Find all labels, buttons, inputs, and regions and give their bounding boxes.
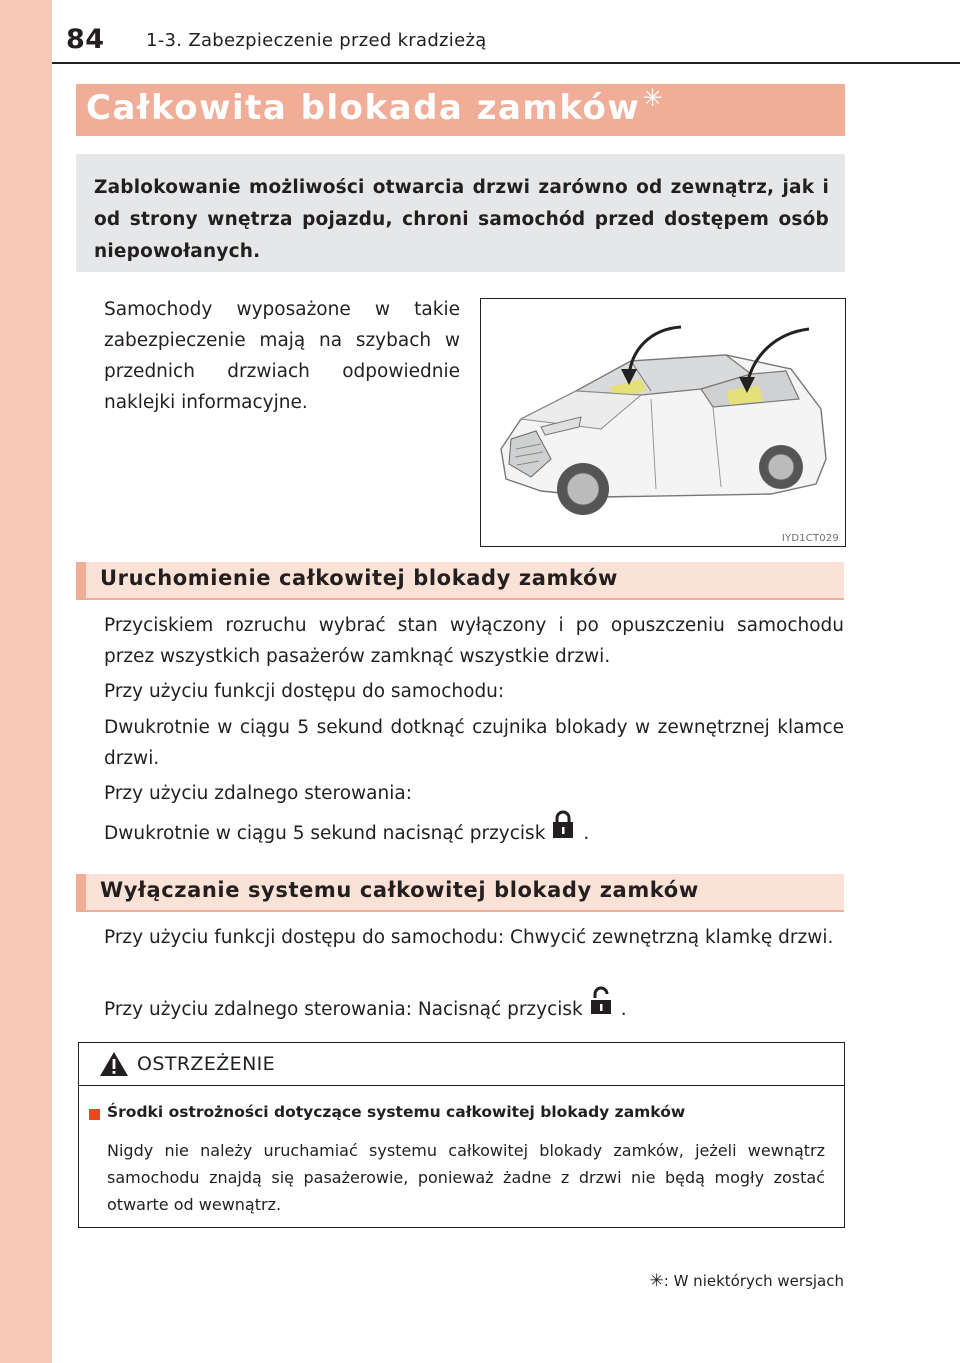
warning-box — [78, 1042, 845, 1228]
car-illustration — [480, 298, 846, 547]
deactivate-paragraph-2 — [104, 990, 844, 1030]
deactivate-heading: Wyłączanie systemu całkowitej blokady zamków — [100, 878, 699, 902]
activate-paragraph-3: Dwukrotnie w ciągu 5 sekund dotknąć czujnika blokady w zewnętrznej klamce drzwi. — [104, 717, 844, 769]
warning-triangle-icon — [99, 1051, 129, 1081]
footnote-text: : W niektórych wersjach — [663, 1272, 844, 1290]
warning-header — [79, 1043, 844, 1086]
page-title — [86, 84, 664, 128]
deactivate-paragraph-1: Przy użyciu funkcji dostępu do samochodu: Chwycić zewnętrzną klamkę drzwi. — [104, 927, 834, 948]
figure-code: IYD1CT029 — [781, 533, 839, 544]
activate-heading-bar — [76, 562, 844, 600]
activate-paragraph-5-text: Dwukrotnie w ciągu 5 sekund nacisnąć przycisk — [104, 823, 546, 844]
deactivate-paragraph-2-end: . — [620, 999, 627, 1020]
warning-body: Nigdy nie należy uruchamiać systemu całkowitej blokady zamków, jeżeli wewnątrz samochodu znajdą się pasażerowie, ponieważ żadne z drzwi nie będą mogły zostać otwarte od wewnątrz. — [107, 1141, 825, 1214]
footnote — [650, 1271, 844, 1291]
header-divider — [52, 62, 960, 64]
lock-icon — [551, 810, 575, 850]
side-tab-strip — [0, 0, 52, 1363]
activate-paragraph-5 — [104, 814, 844, 854]
activate-paragraph-4: Przy użyciu zdalnego sterowania: — [104, 783, 412, 804]
warning-subtitle: Środki ostrożności dotyczące systemu całkowitej blokady zamków — [107, 1103, 686, 1121]
activate-paragraph-1: Przyciskiem rozruchu wybrać stan wyłączony i po opuszczeniu samochodu przez wszystkich pasażerów zamknąć wszystkie drzwi. — [104, 615, 844, 667]
page-title-text: Całkowita blokada zamków — [86, 88, 641, 128]
warning-title: OSTRZEŻENIE — [137, 1053, 276, 1075]
stickers-paragraph: Samochody wyposażone w takie zabezpieczenie mają na szybach w przednich drzwiach odpowiednie naklejki informacyjne. — [104, 299, 460, 413]
activate-paragraph-2: Przy użyciu funkcji dostępu do samochodu: — [104, 681, 505, 702]
warning-bullet-square — [89, 1109, 100, 1120]
page-title-bar — [76, 84, 845, 136]
car-sticker-illustration — [481, 299, 845, 546]
deactivate-heading-bar — [76, 874, 844, 912]
section-header: 1-3. Zabezpieczenie przed kradzieżą — [146, 30, 487, 51]
footnote-marker: ✳ — [649, 1271, 664, 1291]
title-footnote-marker: ✳ — [642, 84, 664, 112]
page-number: 84 — [66, 24, 105, 55]
intro-text: Zablokowanie możliwości otwarcia drzwi zarówno od zewnątrz, jak i od strony wnętrza pojazdu, chroni samochód przed dostępem osób niepowołanych. — [94, 177, 829, 262]
deactivate-paragraph-2-text: Przy użyciu zdalnego sterowania: Nacisnąć przycisk — [104, 999, 583, 1020]
intro-box — [76, 154, 845, 272]
activate-paragraph-5-end: . — [583, 823, 590, 844]
activate-heading: Uruchomienie całkowitej blokady zamków — [100, 566, 618, 590]
unlock-icon — [589, 986, 613, 1026]
